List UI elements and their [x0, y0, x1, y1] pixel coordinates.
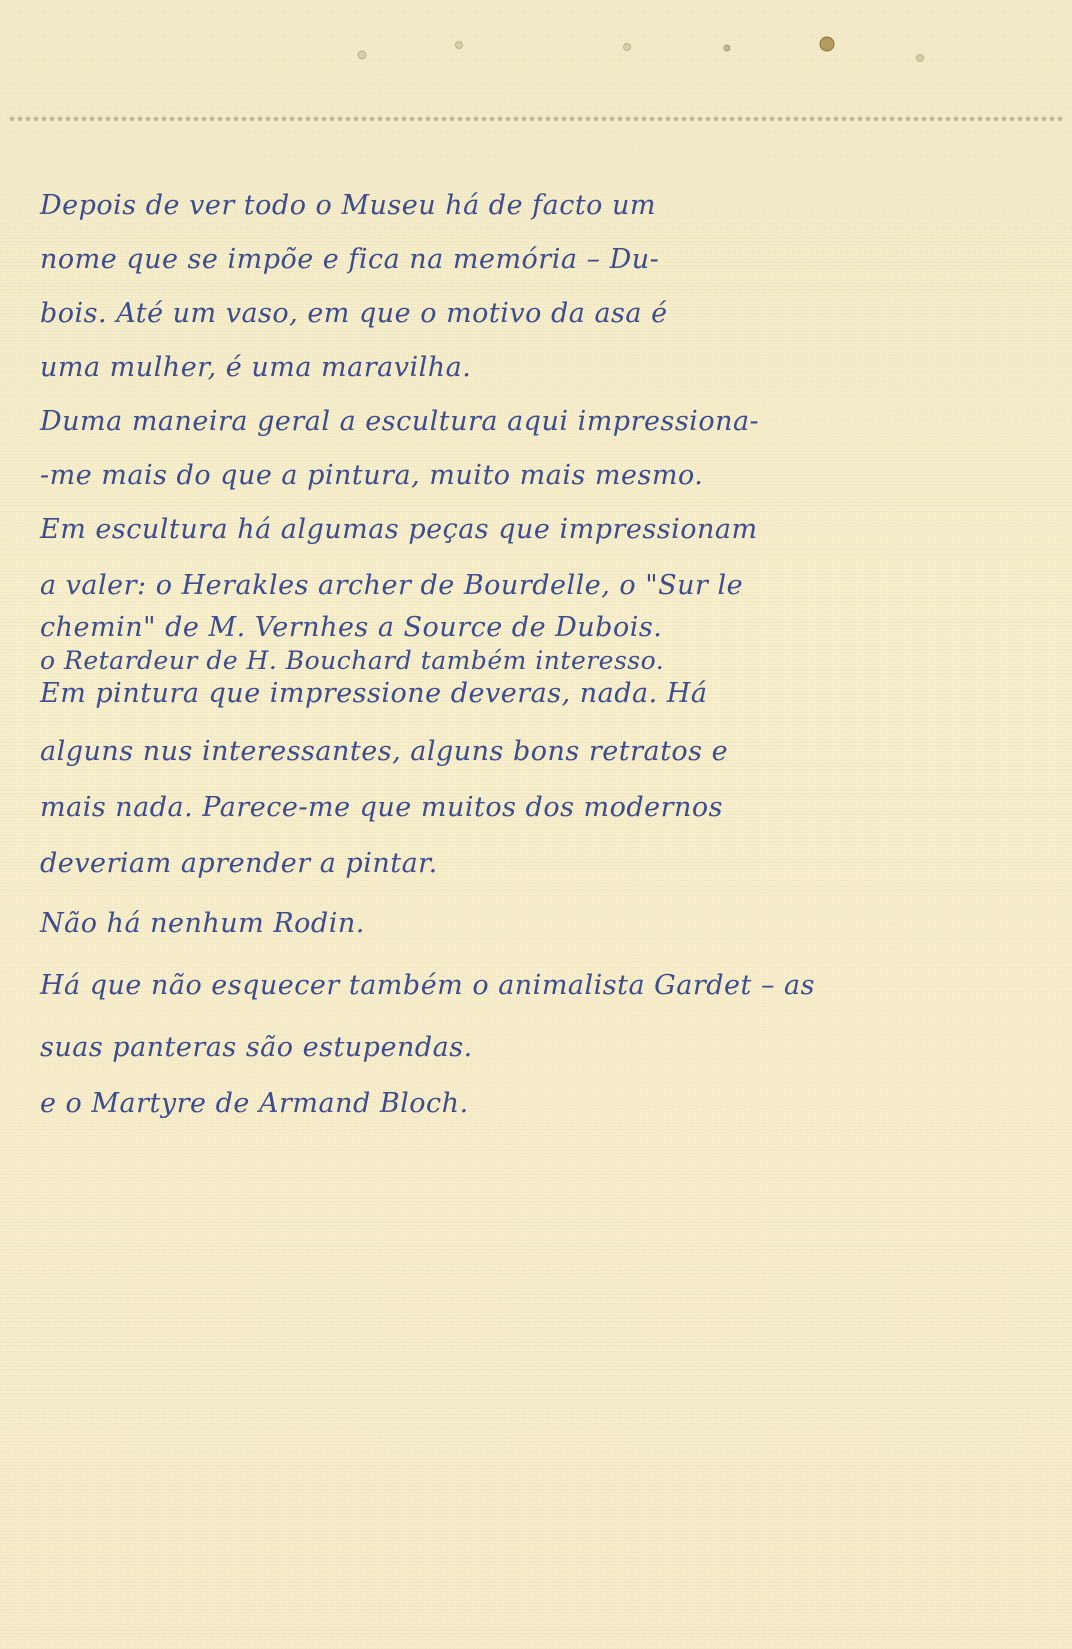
binding-hole — [724, 45, 730, 51]
text-line: -me mais do que a pintura, muito mais mesmo. — [40, 460, 704, 491]
text-line: uma mulher, é uma maravilha. — [40, 352, 472, 383]
text-line: nome que se impõe e fica na memória – Du- — [40, 244, 660, 275]
perforation-line — [8, 112, 1064, 126]
handwritten-text — [40, 180, 1050, 1160]
text-line: deveriam aprender a pintar. — [40, 848, 438, 879]
text-line: Não há nenhum Rodin. — [40, 908, 365, 939]
text-line: o Retardeur de H. Bouchard também interesso. — [40, 646, 665, 675]
text-line: Em escultura há algumas peças que impressionam — [40, 514, 758, 545]
text-line: Depois de ver todo o Museu há de facto um — [40, 190, 657, 221]
binding-hole — [624, 44, 631, 51]
text-line: Em pintura que impressione deveras, nada. Há — [40, 678, 708, 709]
text-line: mais nada. Parece-me que muitos dos modernos — [40, 792, 724, 823]
binding-hole — [456, 42, 463, 49]
text-line: bois. Até um vaso, em que o motivo da asa é — [40, 298, 668, 329]
text-line: e o Martyre de Armand Bloch. — [40, 1088, 469, 1119]
text-line: chemin" de M. Vernhes a Source de Dubois. — [40, 612, 663, 643]
text-line: a valer: o Herakles archer de Bourdelle, o "Sur le — [40, 570, 744, 601]
binding-hole — [358, 51, 366, 59]
text-line: Duma maneira geral a escultura aqui impressiona- — [40, 406, 760, 437]
text-line: suas panteras são estupendas. — [40, 1032, 473, 1063]
text-line: Há que não esquecer também o animalista Gardet – as — [40, 970, 815, 1001]
binding-hole — [917, 55, 924, 62]
text-line: alguns nus interessantes, alguns bons retratos e — [40, 736, 729, 767]
binding-hole — [820, 37, 834, 51]
